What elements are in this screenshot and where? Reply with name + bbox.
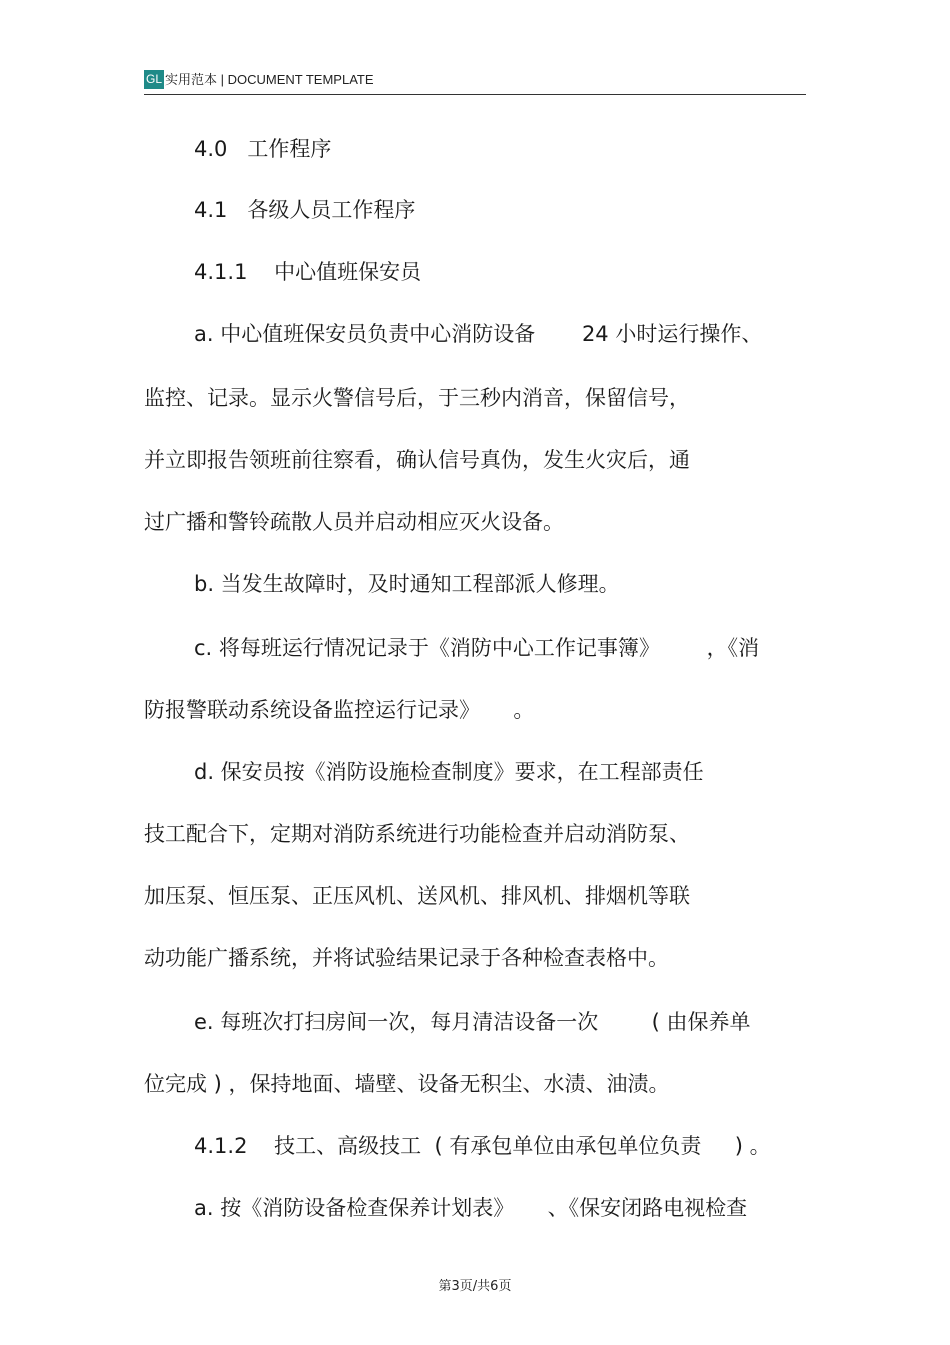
paragraph-line: d. 保安员按《消防设施检查制度》要求，在工程部责任 <box>194 760 704 784</box>
page-header <box>144 70 806 95</box>
paragraph-line: 技工配合下，定期对消防系统进行功能检查并启动消防泵、 <box>144 822 690 846</box>
paragraph-line: 过广播和警铃疏散人员并启动相应灭火设备。 <box>144 510 564 534</box>
paragraph-line: c. 将每班运行情况记录于《消防中心工作记事簿》 ，《消 <box>194 636 760 660</box>
paragraph-line: 加压泵、恒压泵、正压风机、送风机、排风机、排烟机等联 <box>144 884 690 908</box>
page-number: 第3页/共6页 <box>438 1279 512 1294</box>
section-heading: 4.0 工作程序 <box>194 137 332 161</box>
paragraph-line: e. 每班次打扫房间一次，每月清洁设备一次 ( 由保养单 <box>194 1010 751 1034</box>
subsection-heading: 4.1.2 技工、高级技工 ( 有承包单位由承包单位负责 ) 。 <box>194 1134 771 1158</box>
subsection-heading: 4.1 各级人员工作程序 <box>194 198 416 222</box>
logo: GL <box>144 70 164 89</box>
paragraph-line: a. 中心值班保安员负责中心消防设备 24 小时运行操作、 <box>194 322 763 346</box>
paragraph-line: 监控、记录。显示火警信号后，于三秒内消音，保留信号， <box>144 386 690 410</box>
paragraph-line: a. 按《消防设备检查保养计划表》 、《保安闭路电视检查 <box>194 1196 748 1220</box>
header-title: 实用范本 | DOCUMENT TEMPLATE <box>165 72 374 87</box>
paragraph-line: 防报警联动系统设备监控运行记录》 。 <box>144 698 535 722</box>
subsection-heading: 4.1.1 中心值班保安员 <box>194 260 422 284</box>
paragraph-line: 并立即报告领班前往察看，确认信号真伪，发生火灾后，通 <box>144 448 690 472</box>
paragraph-line: 位完成 ) ，保持地面、墙壁、设备无积尘、水渍、油渍。 <box>144 1072 670 1096</box>
paragraph-line: 动功能广播系统，并将试验结果记录于各种检查表格中。 <box>144 946 669 970</box>
paragraph-line: b. 当发生故障时，及时通知工程部派人修理。 <box>194 572 620 596</box>
